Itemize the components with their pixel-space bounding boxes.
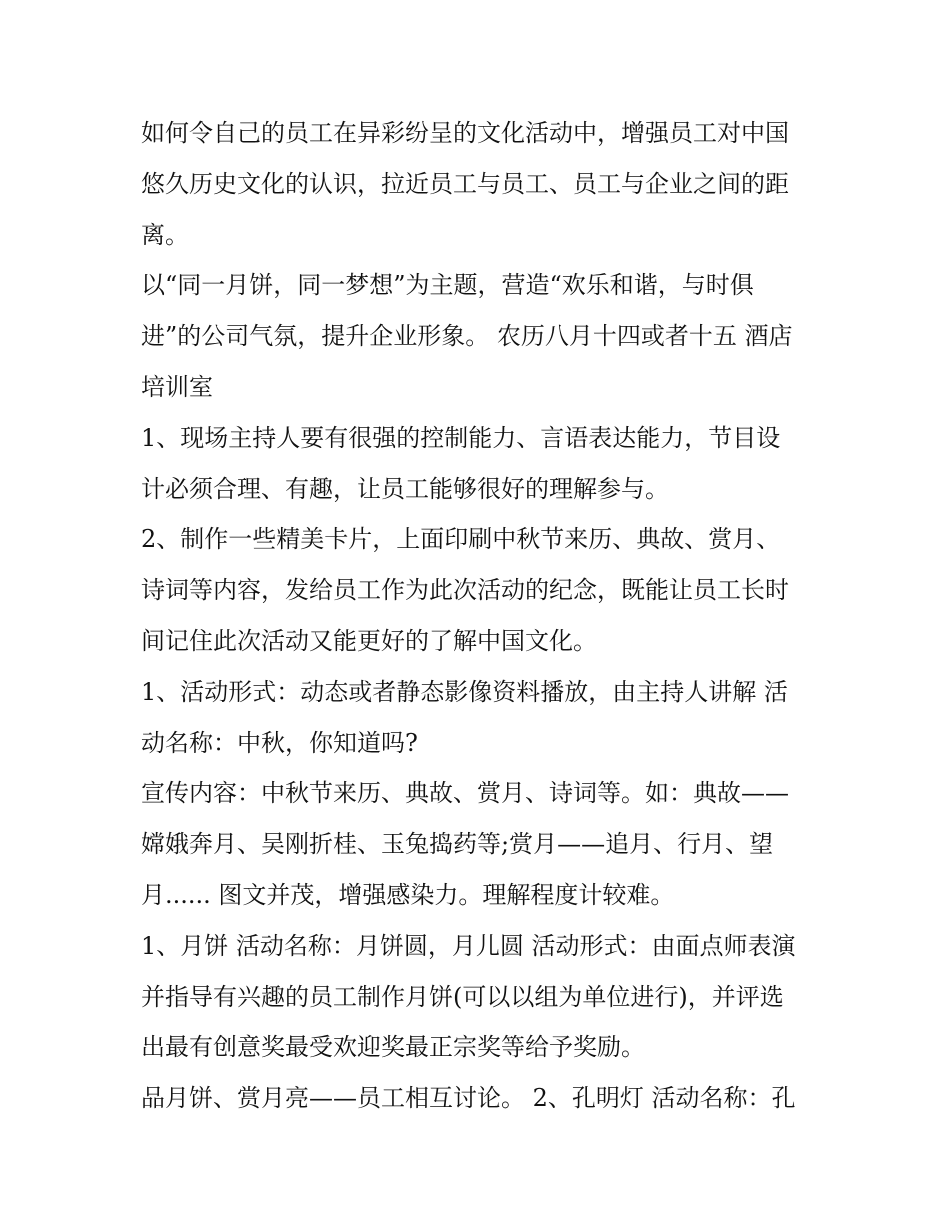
text-line: 间记住此次活动又能更好的了解中国文化。 [141, 626, 597, 655]
text-line: 并指导有兴趣的员工制作月饼(可以以组为单位进行)，并评选 [141, 982, 784, 1011]
text-line: 嫦娥奔月、吴刚折桂、玉兔捣药等;赏月——追月、行月、望 [141, 830, 774, 859]
text-line: 培训室 [141, 372, 213, 401]
text-line: 悠久历史文化的认识，拉近员工与员工、员工与企业之间的距 [141, 169, 789, 198]
text-line: 1、月饼 活动名称：月饼圆，月儿圆 活动形式：由面点师表演 [141, 931, 796, 960]
text-line: 1、现场主持人要有很强的控制能力、言语表达能力，节目设 [141, 423, 781, 452]
text-line: 诗词等内容，发给员工作为此次活动的纪念，既能让员工长时 [141, 576, 789, 605]
text-line: 宣传内容：中秋节来历、典故、赏月、诗词等。如：典故—— [141, 779, 789, 808]
document-body [141, 108, 821, 1124]
text-line: 动名称：中秋，你知道吗? [141, 728, 418, 757]
text-line: 品月饼、赏月亮——员工相互讨论。 2、孔明灯 活动名称：孔 [141, 1084, 796, 1113]
text-line: 2、制作一些精美卡片，上面印刷中秋节来历、典故、赏月、 [141, 525, 781, 554]
text-line: 月...... 图文并茂，增强感染力。理解程度计较难。 [141, 880, 675, 909]
text-line: 1、活动形式：动态或者静态影像资料播放，由主持人讲解 活 [141, 677, 788, 706]
text-line: 出最有创意奖最受欢迎奖最正宗奖等给予奖励。 [141, 1033, 645, 1062]
text-line: 如何令自己的员工在异彩纷呈的文化活动中，增强员工对中国 [141, 119, 789, 147]
text-line: 离。 [141, 220, 189, 249]
text-line: 计必须合理、有趣，让员工能够很好的理解参与。 [141, 474, 669, 503]
text-line: 进”的公司气氛，提升企业形象。 农历八月十四或者十五 酒店 [141, 322, 793, 351]
text-line: 以“同一月饼，同一梦想”为主题，营造“欢乐和谐，与时俱 [141, 271, 754, 300]
